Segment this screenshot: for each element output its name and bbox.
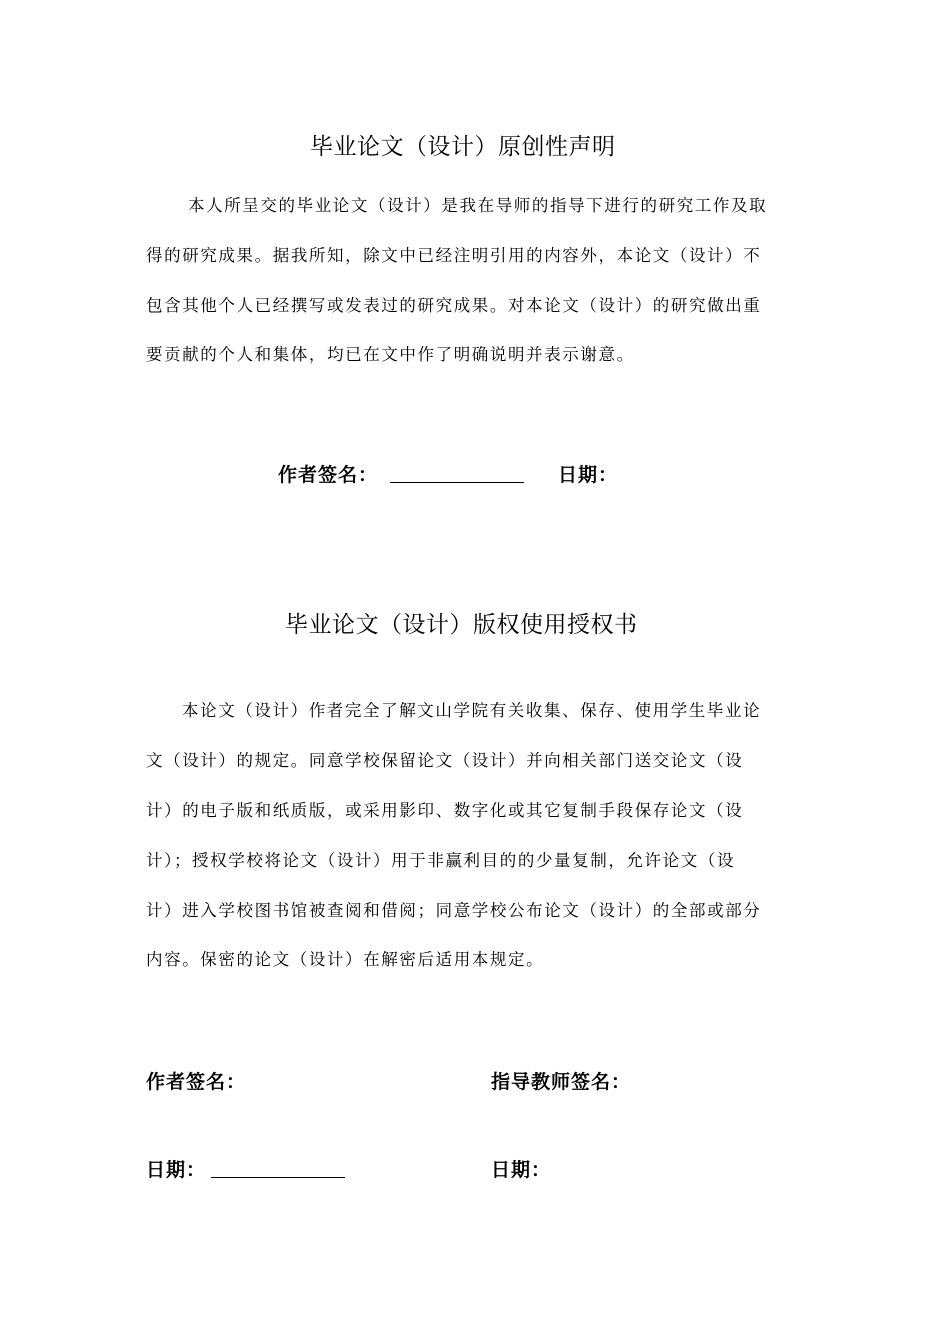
declaration-author-sign-label: 作者签名：: [278, 464, 379, 486]
authorization-line-6: 内容。保密的论文（设计）在解密后适用本规定。: [146, 950, 545, 969]
authorization-line-3: 计）的电子版和纸质版，或采用影印、数字化或其它复制手段保存论文（设: [146, 801, 744, 820]
declaration-date-label: 日期：: [558, 464, 619, 486]
declaration-line-4: 要贡献的个人和集体，均已在文中作了明确说明并表示谢意。: [146, 345, 635, 364]
declaration-line-1: 本人所呈交的毕业论文（设计）是我在导师的指导下进行的研究工作及取: [188, 196, 768, 215]
declaration-line-3: 包含其他个人已经撰写或发表过的研究成果。对本论文（设计）的研究做出重: [146, 296, 762, 315]
declaration-line-2: 得的研究成果。据我所知，除文中已经注明引用的内容外，本论文（设计）不: [146, 246, 762, 265]
declaration-author-sign-line: [390, 482, 524, 483]
authorization-line-2: 文（设计）的规定。同意学校保留论文（设计）并向相关部门送交论文（设: [146, 751, 744, 770]
authorization-line-1: 本论文（设计）作者完全了解文山学院有关收集、保存、使用学生毕业论: [182, 701, 762, 720]
authorization-line-5: 计）进入学校图书馆被查阅和借阅；同意学校公布论文（设计）的全部或部分: [146, 901, 762, 920]
authorization-title: 毕业论文（设计）版权使用授权书: [285, 612, 638, 638]
authorization-advisor-sign-label: 指导教师签名：: [491, 1071, 632, 1093]
authorization-date-line-left: [211, 1177, 345, 1178]
authorization-line-4: 计）；授权学校将论文（设计）用于非赢利目的的少量复制，允许论文（设: [146, 851, 736, 870]
authorization-date-label-left: 日期：: [146, 1159, 207, 1181]
authorization-author-sign-label: 作者签名：: [146, 1071, 247, 1093]
declaration-title: 毕业论文（设计）原创性声明: [310, 134, 616, 160]
authorization-date-label-right: 日期：: [491, 1159, 552, 1181]
